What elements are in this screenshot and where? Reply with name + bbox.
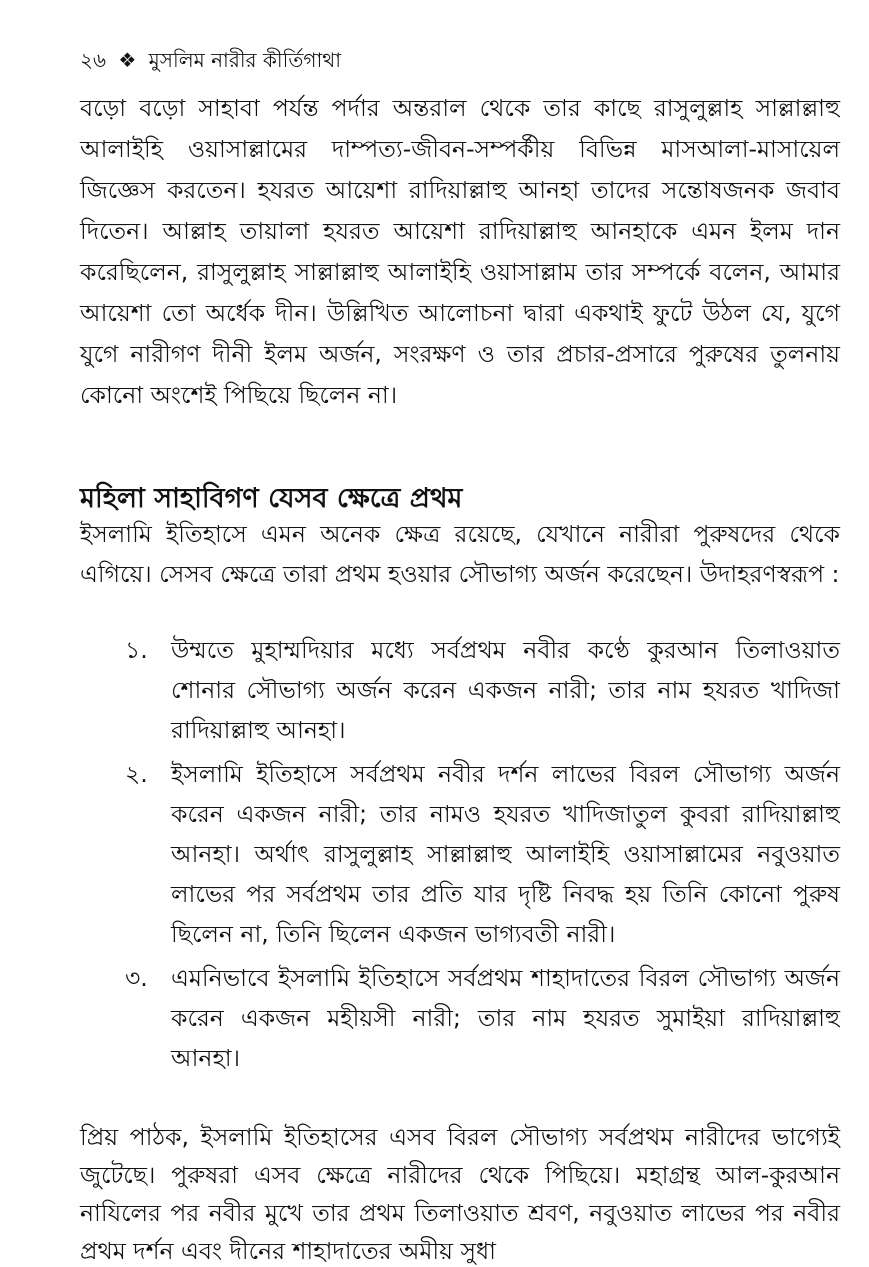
list-item-number: ১. <box>125 636 148 664</box>
list-item-number: ৩. <box>125 964 148 992</box>
list-item-number: ২. <box>125 760 148 788</box>
numbered-list <box>125 630 840 1082</box>
page-number: ২৬ <box>80 48 107 72</box>
list-item <box>125 754 840 954</box>
list-item-text: উম্মতে মুহাম্মদিয়ার মধ্যে সর্বপ্রথম নবীর কণ্ঠে কুরআন তিলাওয়াত শোনার সৌভাগ্য অর্জন করেন একজন নারী; তার নাম হযরত খাদিজা রাদিয়াল্লাহু আনহা। <box>171 636 840 744</box>
list-item-text: এমনিভাবে ইসলামি ইতিহাসে সর্বপ্রথম শাহাদাতের বিরল সৌভাগ্য অর্জন করেন একজন মহীয়সী নারী; তার নাম হযরত সুমাইয়া রাদিয়াল্লাহু আনহা। <box>171 964 840 1072</box>
list-item-text: ইসলামি ইতিহাসে সর্বপ্রথম নবীর দর্শন লাভের বিরল সৌভাগ্য অর্জন করেন একজন নারী; তার নামও হযরত খাদিজাতুল কুবরা রাদিয়াল্লাহু আনহা। অর্থাৎ রাসুলুল্লাহ সাল্লাল্লাহু আলাইহি ওয়াসাল্লামের নবুওয়াত লাভের পর সর্বপ্রথম তার প্রতি যার দৃষ্টি নিবদ্ধ হয় তিনি কোনো পুরুষ ছিলেন না, তিনি ছিলেন একজন ভাগ্যবতী নারী। <box>171 760 840 948</box>
separator-ornament: ❖ <box>118 48 137 72</box>
paragraph-closing: প্রিয় পাঠক, ইসলামি ইতিহাসের এসব বিরল সৌভাগ্য সর্বপ্রথম নারীদের ভাগ্যেই জুটেছে। পুরুষরা এসব ক্ষেত্রে নারীদের থেকে পিছিয়ে। মহাগ্রন্থ আল-কুরআন নাযিলের পর নবীর মুখে তার প্রথম তিলাওয়াত শ্রবণ, নবুওয়াত লাভের পর নবীর প্রথম দর্শন এবং দীনের শাহাদাতের অমীয় সুধা <box>80 1123 840 1265</box>
list-item <box>125 630 840 750</box>
list-item <box>125 958 840 1078</box>
book-title: মুসলিম নারীর কীর্তিগাথা <box>148 48 341 72</box>
paragraph-section-intro: ইসলামি ইতিহাসে এমন অনেক ক্ষেত্র রয়েছে, যেখানে নারীরা পুরুষদের থেকে এগিয়ে। সেসব ক্ষেত্রে তারা প্রথম হওয়ার সৌভাগ্য অর্জন করেছেন। উদাহরণস্বরূপ : <box>80 520 840 588</box>
section-heading: মহিলা সাহাবিগণ যেসব ক্ষেত্রে প্রথম <box>80 483 463 514</box>
paragraph-intro: বড়ো বড়ো সাহাবা পর্যন্ত পর্দার অন্তরাল থেকে তার কাছে রাসুলুল্লাহ সাল্লাল্লাহু আলাইহি ওয়াসাল্লামের দাম্পত্য-জীবন-সম্পর্কীয় বিভিন্ন মাসআলা-মাসায়েল জিজ্ঞেস করতেন। হযরত আয়েশা রাদিয়াল্লাহু আনহা তাদের সন্তোষজনক জবাব দিতেন। আল্লাহ তায়ালা হযরত আয়েশা রাদিয়াল্লাহু আনহাকে এমন ইলম দান করেছিলেন, রাসুলুল্লাহ সাল্লাল্লাহু আলাইহি ওয়াসাল্লাম তার সম্পর্কে বলেন, আমার আয়েশা তো অর্ধেক দীন। উল্লিখিত আলোচনা দ্বারা একথাই ফুটে উঠল যে, যুগে যুগে নারীগণ দীনী ইলম অর্জন, সংরক্ষণ ও তার প্রচার-প্রসারে পুরুষের তুলনায় কোনো অংশেই পিছিয়ে ছিলেন না। <box>80 94 840 409</box>
running-head <box>80 46 341 79</box>
